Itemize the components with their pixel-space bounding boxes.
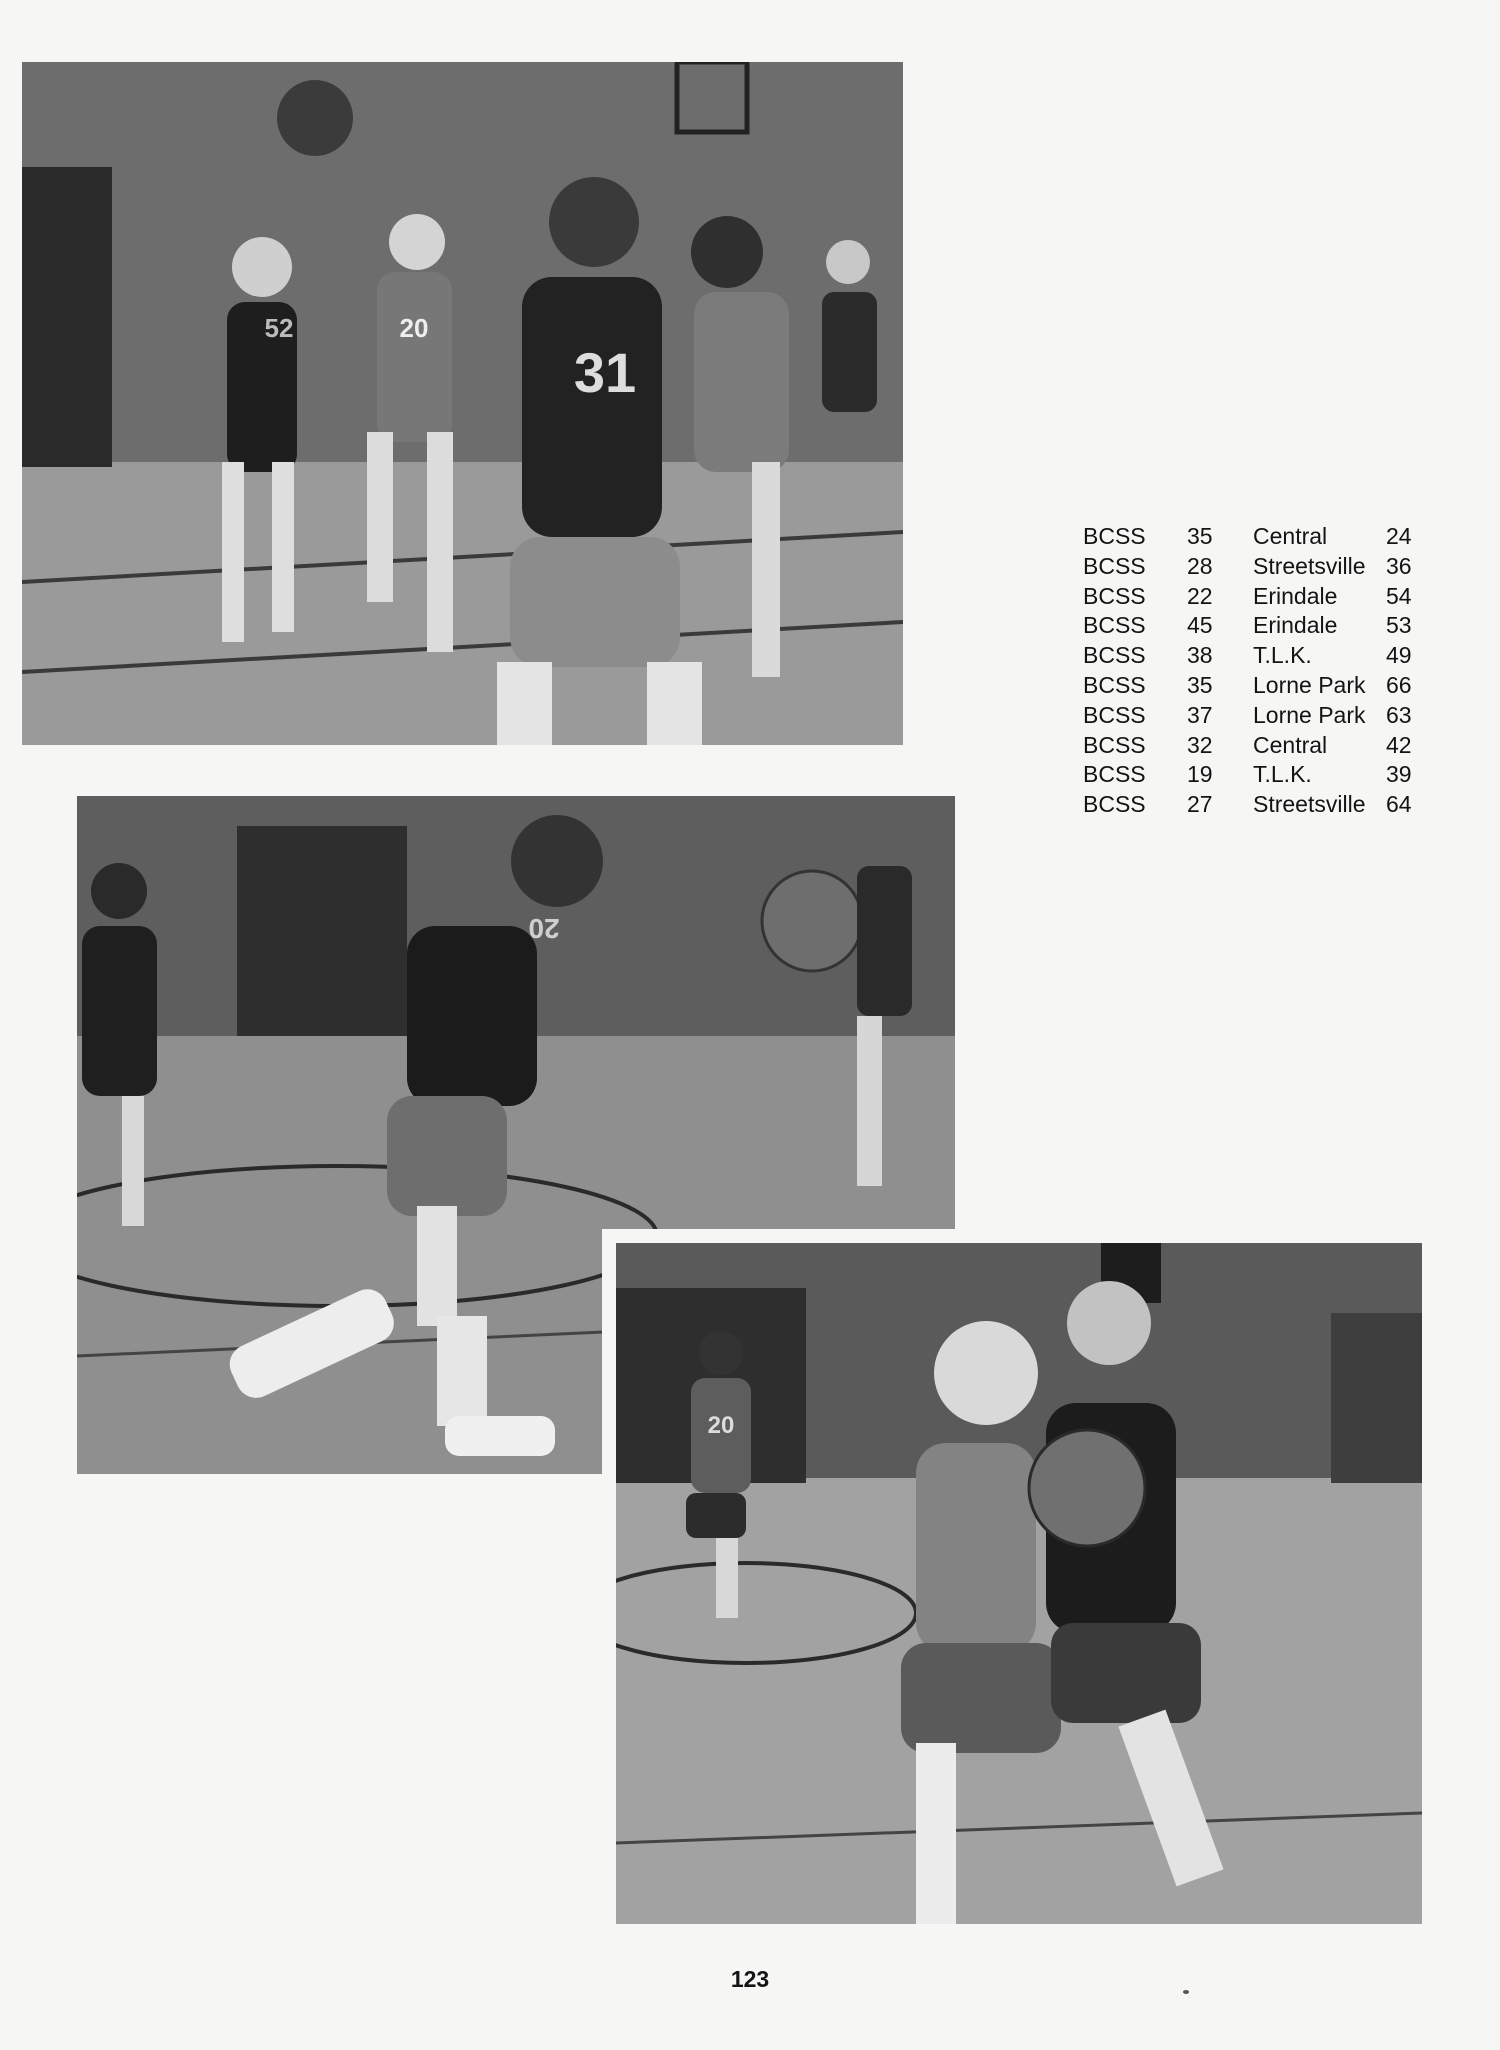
opponent-name: Streetsville: [1253, 791, 1366, 818]
opponent-name: T.L.K.: [1253, 761, 1312, 788]
score-row: [1083, 582, 1416, 612]
school-score: 19: [1187, 761, 1213, 788]
page-number: 123: [730, 1966, 770, 1992]
opponent-name: Streetsville: [1253, 552, 1366, 579]
opponent-score: 49: [1386, 642, 1412, 669]
basketball-photo-bottom: [602, 1229, 1422, 1924]
opponent-name: Central: [1253, 731, 1328, 758]
opponent-score: 63: [1386, 701, 1412, 728]
score-row: [1083, 522, 1416, 552]
school-score: 38: [1187, 642, 1213, 669]
opponent-score: 42: [1386, 731, 1412, 758]
jersey-number-20: 20: [399, 313, 429, 343]
game-scores-body: [1083, 522, 1416, 820]
school-score: 45: [1187, 612, 1213, 639]
jersey-number-20-middle: 20: [528, 913, 560, 944]
opponent-score: 54: [1386, 582, 1412, 609]
opponent-score: 66: [1386, 671, 1412, 698]
opponent-score: 36: [1386, 552, 1412, 579]
opponent-name: Lorne Park: [1253, 671, 1366, 698]
school-score: 35: [1187, 671, 1213, 698]
score-row: [1083, 671, 1416, 701]
jersey-number-52: 52: [264, 313, 294, 343]
school-score: 37: [1187, 701, 1213, 728]
jersey-number-31: 31: [573, 341, 637, 404]
school-name: BCSS: [1083, 523, 1146, 549]
game-scores-table: [1083, 522, 1416, 820]
school-score: 35: [1187, 523, 1213, 549]
score-row: [1083, 552, 1416, 582]
opponent-name: Lorne Park: [1253, 701, 1366, 728]
school-name: BCSS: [1083, 701, 1146, 728]
score-row: [1083, 701, 1416, 731]
jersey-number-20-bottom: 20: [707, 1412, 735, 1439]
photo-top-illustration: [22, 62, 903, 745]
score-row: [1083, 760, 1416, 790]
school-name: BCSS: [1083, 612, 1146, 639]
opponent-score: 64: [1386, 791, 1412, 818]
opponent-name: T.L.K.: [1253, 642, 1312, 669]
opponent-name: Erindale: [1253, 582, 1338, 609]
school-score: 28: [1187, 552, 1213, 579]
school-name: BCSS: [1083, 642, 1146, 669]
school-score: 27: [1187, 791, 1213, 818]
score-row: [1083, 641, 1416, 671]
score-row: [1083, 731, 1416, 761]
school-name: BCSS: [1083, 552, 1146, 579]
school-name: BCSS: [1083, 582, 1146, 609]
school-name: BCSS: [1083, 761, 1146, 788]
opponent-score: 39: [1386, 761, 1412, 788]
score-row: [1083, 790, 1416, 820]
opponent-name: Central: [1253, 523, 1328, 549]
school-name: BCSS: [1083, 791, 1146, 818]
school-score: 32: [1187, 731, 1213, 758]
opponent-score: 24: [1386, 523, 1412, 549]
opponent-name: Erindale: [1253, 612, 1338, 639]
score-row: [1083, 611, 1416, 641]
photo-bottom-illustration: [616, 1243, 1422, 1924]
basketball-photo-top: [22, 62, 903, 745]
opponent-score: 53: [1386, 612, 1412, 639]
school-score: 22: [1187, 582, 1213, 609]
school-name: BCSS: [1083, 731, 1146, 758]
school-name: BCSS: [1083, 671, 1146, 698]
